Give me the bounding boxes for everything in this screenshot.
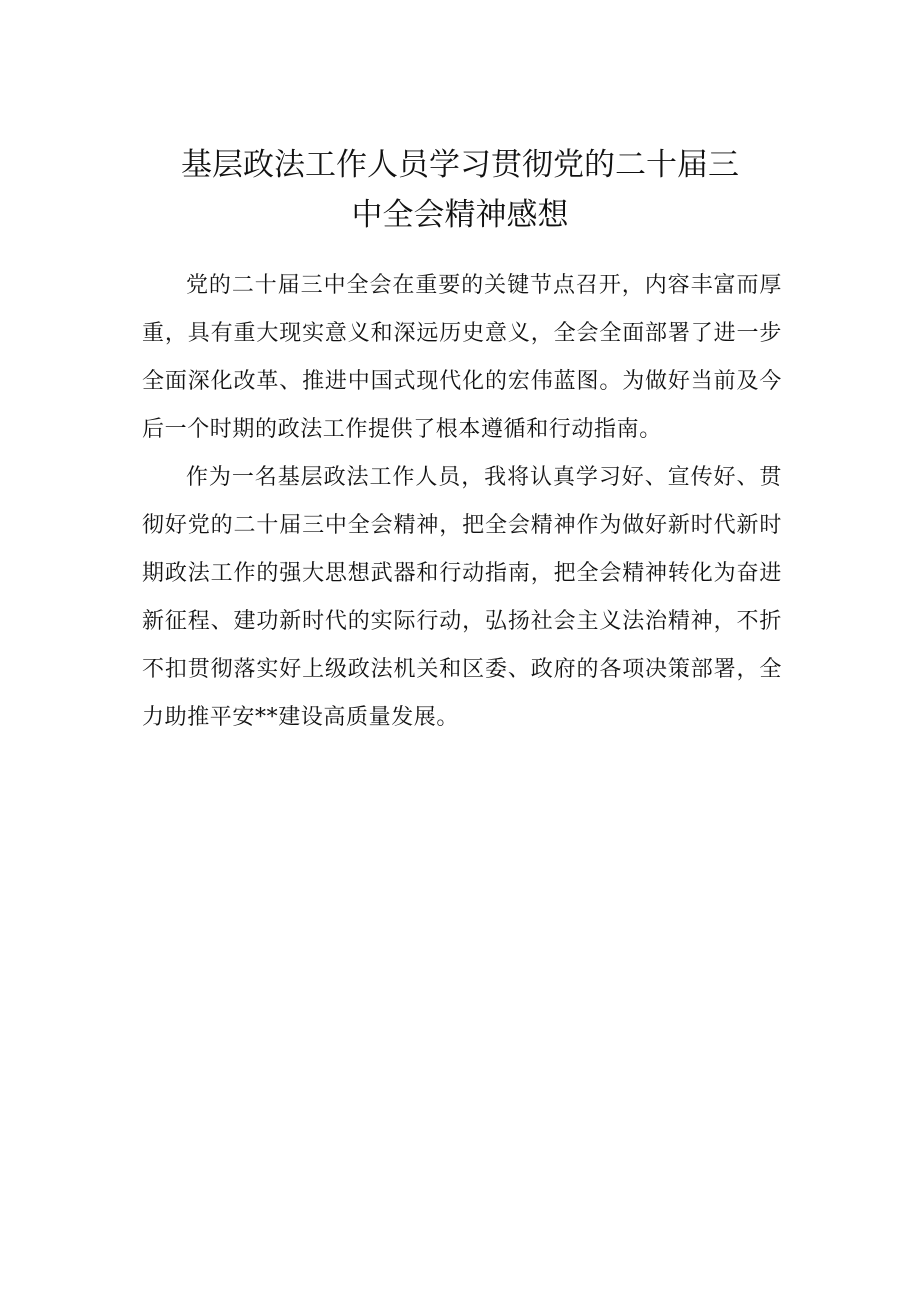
title-line-1: 基层政法工作人员学习贯彻党的二十届三 <box>181 147 739 183</box>
document-body <box>142 262 782 742</box>
paragraph-2: 作为一名基层政法工作人员，我将认真学习好、宣传好、贯彻好党的二十届三中全会精神，把全会精神作为做好新时代新时期政法工作的强大思想武器和行动指南，把全会精神转化为奋进新征程、建功新时代的实际行动，弘扬社会主义法治精神，不折不扣贯彻落实好上级政法机关和区委、政府的各项决策部署，全力助推平安**建设高质量发展。 <box>142 465 782 730</box>
paragraph-1: 党的二十届三中全会在重要的关键节点召开，内容丰富而厚重，具有重大现实意义和深远历史意义，全会全面部署了进一步全面深化改革、推进中国式现代化的宏伟蓝图。为做好当前及今后一个时期的政法工作提供了根本遵循和行动指南。 <box>142 273 782 442</box>
document-title <box>140 140 780 240</box>
title-line-2: 中全会精神感想 <box>351 197 569 233</box>
